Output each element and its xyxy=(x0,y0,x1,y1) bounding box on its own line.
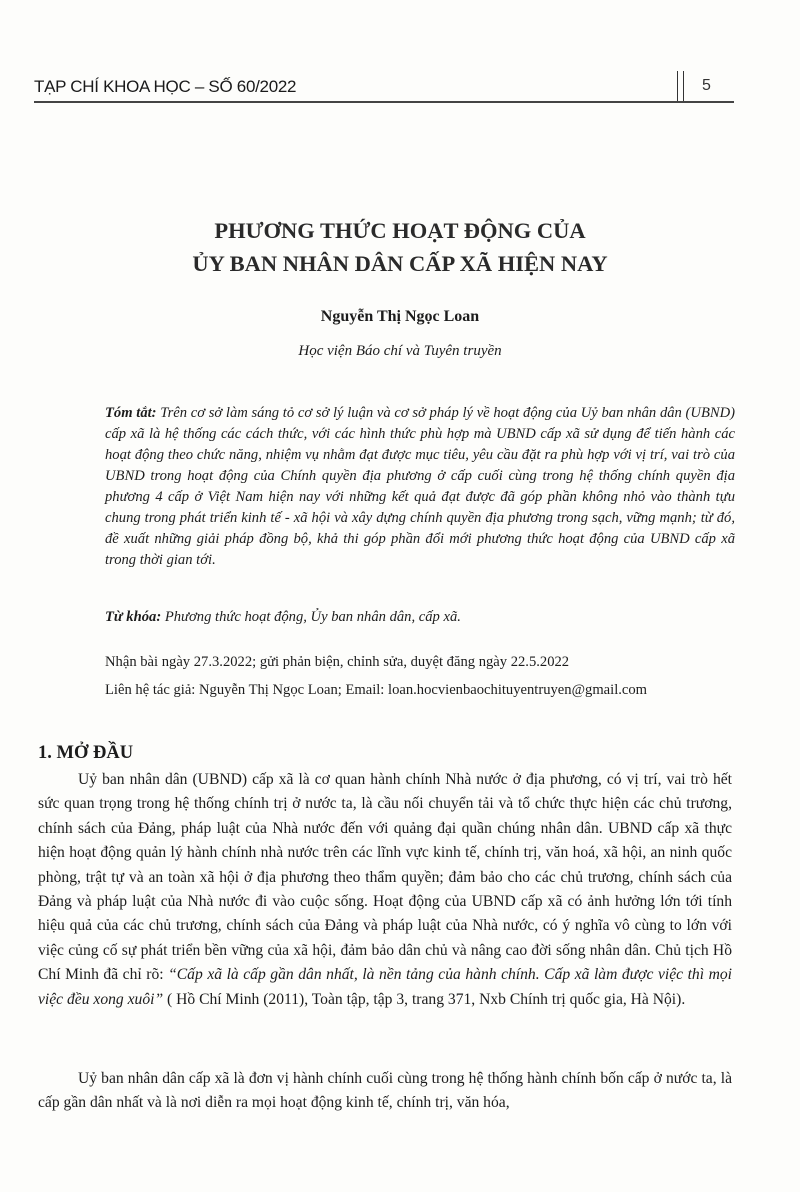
title-line-2: ỦY BAN NHÂN DÂN CẤP XÃ HIỆN NAY xyxy=(192,251,608,276)
article-title xyxy=(0,214,800,280)
author-contact: Liên hệ tác giả: Nguyễn Thị Ngọc Loan; Email: loan.hocvienbaochituyentruyen@gmail.com xyxy=(105,682,648,698)
author-affiliation: Học viện Báo chí và Tuyên truyền xyxy=(298,343,502,359)
keywords xyxy=(105,609,735,626)
header-divider xyxy=(677,71,684,101)
quote-citation: ( Hồ Chí Minh (2011), Toàn tập, tập 3, trang 371, Nxb Chính trị quốc gia, Hà Nội). xyxy=(163,990,686,1008)
section-heading: 1. MỞ ĐẦU xyxy=(38,743,134,763)
received-dates: Nhận bài ngày 27.3.2022; gửi phản biện, chỉnh sửa, duyệt đăng ngày 22.5.2022 xyxy=(105,654,570,670)
paragraph-2: Uỷ ban nhân dân cấp xã là đơn vị hành chính cuối cùng trong hệ thống hành chính bốn cấp ở nước ta, là cấp gần dân nhất và là nơi diễn ra mọi hoạt động kinh tế, chính trị, văn hóa, xyxy=(38,1070,732,1112)
paragraph-1-text: Uỷ ban nhân dân (UBND) cấp xã là cơ quan hành chính Nhà nước ở địa phương, có vị trí, vai trò hết sức quan trọng trong hệ thống chính trị ở nước ta, là cầu nối chuyển tải và tổ chức thực hiện các chủ trương, chính sách của Đảng, pháp luật của Nhà nước đến với quảng đại quần chúng nhân dân. UBND cấp xã thực hiện hoạt động quản lý hành chính nhà nước trên các lĩnh vực kinh tế, chính trị, văn hoá, xã hội, an ninh quốc phòng, trật tự và an toàn xã hội ở địa phương theo thẩm quyền; đảm bảo cho các chủ trương, chính sách của Đảng và pháp luật của Nhà nước đi vào cuộc sống. Hoạt động của UBND cấp xã có ảnh hưởng lớn tới tính hiệu quả của các chủ trương, chính sách của Đảng và pháp luật của Nhà nước, có ý nghĩa vô cùng to lớn với việc củng cố sự phát triển bền vững của xã hội, đảm bảo dân chủ và nâng cao đời sống nhân dân. Chủ tịch Hồ Chí Minh đã chỉ rõ: xyxy=(38,771,732,984)
running-header xyxy=(34,77,734,103)
abstract xyxy=(105,403,735,571)
abstract-label: Tóm tắt: xyxy=(105,405,157,421)
hcm-quote: “Cấp xã là cấp gần dân nhất, là nền tảng của hành chính. Cấp xã làm được việc thì mọi việc đều xong xuôi” xyxy=(38,966,732,1008)
abstract-text: Trên cơ sở làm sáng tỏ cơ sở lý luận và cơ sở pháp lý về hoạt động của Uỷ ban nhân dân (UBND) cấp xã là hệ thống các cách thức, với các hình thức phù hợp mà UBND cấp xã sử dụng để tiến hành các hoạt động theo chức năng, nhiệm vụ nhằm đạt được mục tiêu, yêu cầu đặt ra phù hợp với vị trí, vai trò của UBND trong hoạt động của Chính quyền địa phương ở cấp cuối cùng trong hệ thống chính quyền địa phương 4 cấp ở Việt Nam hiện nay với những kết quả đạt được đã góp phần không nhỏ vào thành tựu chung trong phát triển kinh tế - xã hội và xây dựng chính quyền địa phương trong sạch, vững mạnh; từ đó, đề xuất những giải pháp đồng bộ, khả thi góp phần đổi mới phương thức hoạt động của UBND cấp xã trong thời gian tới. xyxy=(105,405,735,568)
paragraph-1 xyxy=(38,768,732,1012)
keywords-label: Từ khóa: xyxy=(105,609,162,625)
journal-title: TẠP CHÍ KHOA HỌC – SỐ 60/2022 xyxy=(34,77,297,96)
keywords-text: Phương thức hoạt động, Ủy ban nhân dân, cấp xã. xyxy=(161,609,461,625)
title-line-1: PHƯƠNG THỨC HOẠT ĐỘNG CỦA xyxy=(214,218,586,243)
author-name: Nguyễn Thị Ngọc Loan xyxy=(320,308,480,325)
page-number: 5 xyxy=(702,77,711,94)
